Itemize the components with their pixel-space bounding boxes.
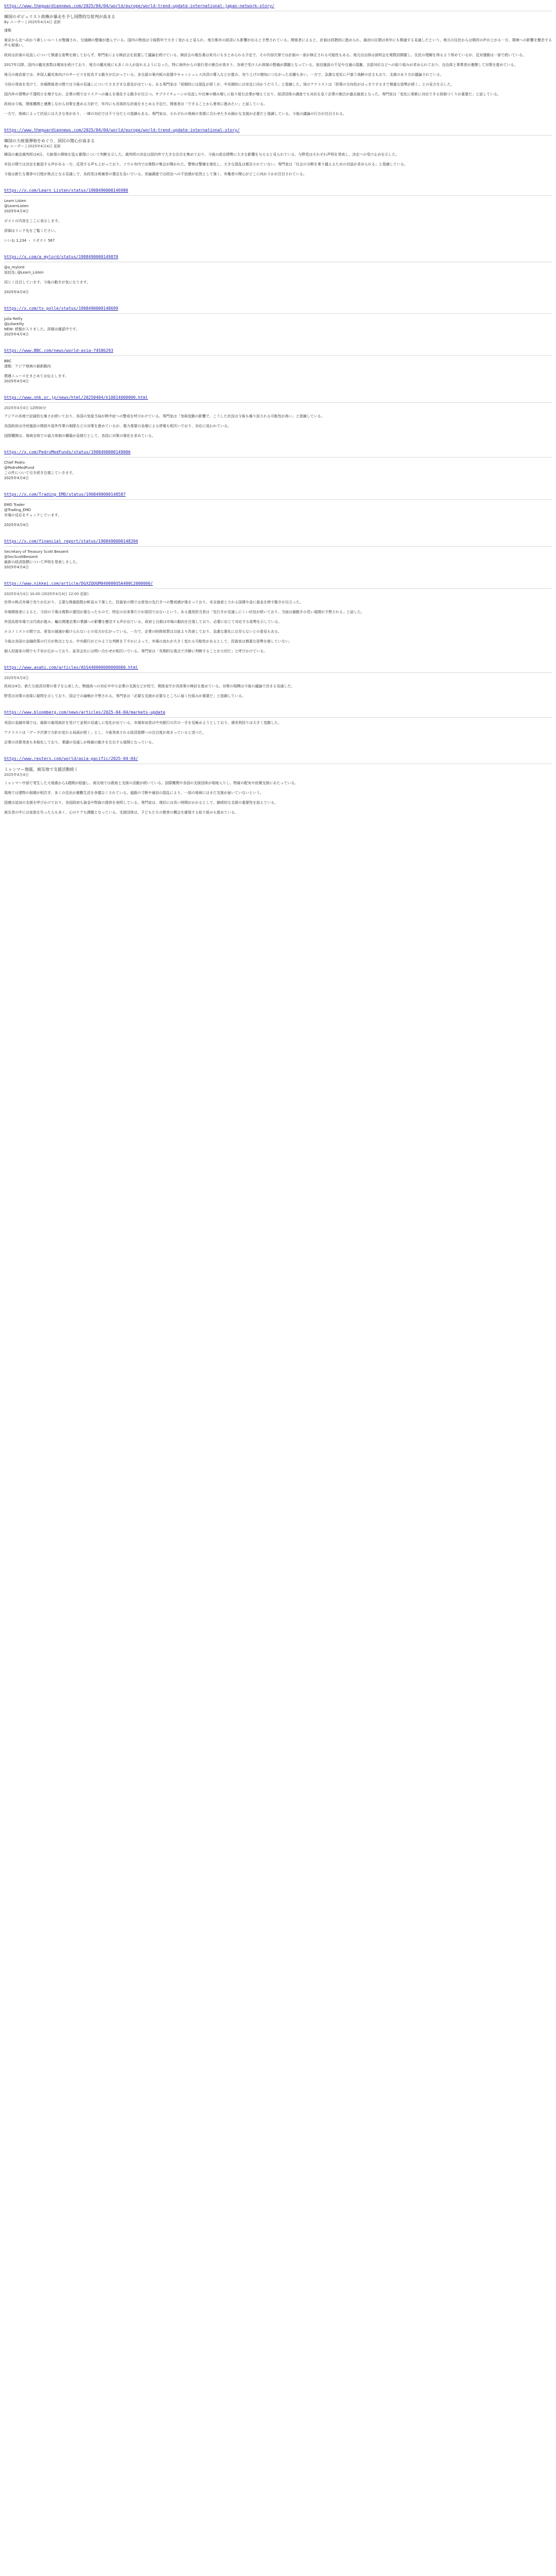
text-line bbox=[4, 214, 552, 218]
paragraph: 個人投資家の間でも不安が広がっており、証券会社には問い合わせが相次いでいる。専門家は「長期的な視点で冷静に判断することが大切だ」と呼びかけている。 bbox=[4, 649, 267, 653]
source-link[interactable]: https://www.BBC.com/news/world-asia-74586293 bbox=[4, 348, 113, 353]
text-line: NEW: 続報が入りました。詳細は確認中です。 bbox=[4, 327, 80, 331]
spacer bbox=[4, 820, 552, 826]
text-line: 2025年4月4日 bbox=[4, 565, 29, 569]
text-line: 関連ニュースをまとめてお伝えします。 bbox=[4, 374, 69, 378]
paragraph: 被災者の中には家族を失った人も多く、心のケアも課題となっている。支援団体は、子どもたちの教育の機会を確保する取り組みも進めている。 bbox=[4, 810, 238, 815]
paragraph: 企業の決算発表も本格化しており、業績の見通しが株価の動きを左右する展開となっている。 bbox=[4, 740, 155, 744]
spacer bbox=[4, 574, 552, 581]
spacer bbox=[4, 295, 552, 299]
source-link[interactable]: https://www.theguardiannews.com/2025/04/04/world/europe/world-trend-update-international-japan-network-story/ bbox=[4, 4, 274, 8]
source-link[interactable]: https://x.com/PedroMedFunds/status/1908490000149006 bbox=[4, 450, 131, 454]
paragraph: 地元の商店街では、外国人観光客向けのサービスを拡充する動きが広がっている。多言語の案内板の設置やキャッシュレス決済の導入などが進み、売り上げの増加につながった店舗も多い。一方で、急激な変化に戸惑う高齢の店主もおり、支援のあり方が議論されている。 bbox=[4, 73, 444, 77]
source-link[interactable]: https://www.reuters.com/world/asia-pacific/2025-04-04/ bbox=[4, 756, 138, 761]
text-line: 返信先: @Learn_Listen bbox=[4, 270, 44, 275]
paragraph: 野党は対策の効果に疑問を示しており、国会での論戦が予想される。専門家は「必要な支援が必要なところに届く仕組みが重要だ」と指摘している。 bbox=[4, 694, 246, 698]
paragraph: エコノミストの間では、景気の減速が避けられないとの見方が広がっている。一方で、企業の財務体質は以前より改善しており、急激な悪化には至らないとの意見もある。 bbox=[4, 630, 282, 634]
text-line: Secretary of Treasury Scott Bessent bbox=[4, 550, 68, 554]
divider bbox=[4, 355, 552, 356]
spacer bbox=[4, 243, 552, 248]
spacer bbox=[4, 658, 552, 665]
text-line: BBC bbox=[4, 359, 12, 363]
text-line: 2025年4月4日 bbox=[4, 379, 29, 383]
article-title: 韓国のポピュリスト政権が暴走を予し国際的な批判が高まる bbox=[4, 14, 115, 19]
spacer bbox=[4, 481, 552, 485]
divider bbox=[4, 402, 552, 403]
document-entry bbox=[4, 348, 552, 395]
spacer bbox=[4, 248, 552, 254]
spacer bbox=[4, 570, 552, 574]
source-link[interactable]: https://x.com/Trading_EMD/status/1908490000148587 bbox=[4, 492, 126, 497]
source-link[interactable]: https://www.theguardiannews.com/2025/04/04/world/europe/world-trend-update-international-story/ bbox=[4, 128, 240, 132]
text-line: @Trading_EMD bbox=[4, 508, 31, 512]
spacer bbox=[4, 299, 552, 306]
spacer bbox=[4, 181, 552, 188]
source-link[interactable]: https://x.com/financial_report/status/1908490000148394 bbox=[4, 539, 138, 544]
document-entry bbox=[4, 188, 552, 254]
text-line bbox=[4, 275, 552, 280]
text-line: 同じく注目しています。今後の動きが気になります。 bbox=[4, 280, 90, 284]
article-meta: By ユーザー | 2025年4月4日 更新 bbox=[4, 144, 61, 148]
spacer bbox=[4, 384, 552, 388]
spacer bbox=[4, 703, 552, 709]
divider bbox=[4, 499, 552, 500]
text-line: ポストの内容をここに表示します。 bbox=[4, 219, 62, 223]
text-line: 最新の経済指標について声明を発表しました。 bbox=[4, 560, 80, 564]
spacer bbox=[4, 443, 552, 449]
article-meta: 2025年4月4日 bbox=[4, 773, 29, 777]
document-entry bbox=[4, 254, 552, 306]
source-link[interactable]: https://www.nhk.or.jp/news/html/20250404/k10014000000.html bbox=[4, 395, 148, 400]
paragraph: ミャンマー中部で発生した大地震から1週間が経過し、被災地では救助と支援の活動が続いている。国際機関や各国の支援団体が現地入りし、物資の配布や医療支援にあたっている。 bbox=[4, 781, 299, 785]
spacer bbox=[4, 388, 552, 395]
paragraph: 韓国の憲法裁判所は4日、大統領の弾劾を巡る審理について判断を示した。裁判所の決定は国内外で大きな注目を集めており、今後の政治情勢に大きな影響を与えると見られている。与野党はそれぞれ声明を発表し、決定への受け止めを示した。 bbox=[4, 152, 399, 157]
article-title: ミャンマー地震、被災地で支援活動続く bbox=[4, 767, 78, 772]
text-line bbox=[4, 369, 552, 374]
text-line: EMD Trader bbox=[4, 503, 25, 507]
paragraph: 市民の間では決定を歓迎する声がある一方、反発する声も上がっており、ソウル市内では複数の集会が開かれた。警察は警備を強化し、大きな混乱は報告されていない。専門家は「社会の分断を乗り越えるための対話が求められる」と指摘している。 bbox=[4, 162, 408, 166]
text-line: この件について引き続き注視していきます。 bbox=[4, 471, 76, 475]
source-link[interactable]: https://x.com/a_mylord/status/1908490000149870 bbox=[4, 255, 118, 259]
text-line: 2025年4月4日 bbox=[4, 209, 29, 213]
text-line: Learn Listen bbox=[4, 199, 26, 203]
source-link[interactable]: https://www.asahi.com/articles/ASS440000000000000.html bbox=[4, 665, 138, 670]
text-line: Chief Pedro bbox=[4, 461, 25, 465]
spacer bbox=[4, 342, 552, 348]
text-line bbox=[4, 518, 552, 522]
divider bbox=[4, 313, 552, 314]
source-link[interactable]: https://www.nikkei.com/article/DGXZQOGM040000U5A400C2000000/ bbox=[4, 581, 153, 586]
document-page bbox=[0, 0, 556, 826]
source-link[interactable]: https://x.com/Learn_Listen/status/1908490000146980 bbox=[4, 188, 128, 193]
paragraph: 今回の発表を受けて、市場関係者の間では今後の見通しについてさまざまな意見が出ている。ある専門家は「短期的には混乱が続くが、中長期的には安定に向かうだろう」と指摘した。別のアナリストは「政策の方向性がはっきりするまで慎重な姿勢が続く」との見方を示した。 bbox=[4, 82, 455, 87]
paragraph: 東京から北へ向かう新しいルートが整備され、交通網の整備が進んでいる。国内の物流は今後数年で大きく変わると見られ、地方都市の経済にも影響が出ると予想されている。関係者によると、計画は段階的に進められ、最初の区間は来年にも開通する見通しだという。地元の住民からは期待の声が上がる一方、環境への影響を懸念する声も根強い。 bbox=[4, 38, 552, 47]
document-entry bbox=[4, 492, 552, 538]
text-line: @a_mylord bbox=[4, 265, 25, 269]
text-line: 速報：アジア地域の最新動向 bbox=[4, 364, 51, 368]
document-entry bbox=[4, 449, 552, 492]
paragraph: アジアの各地で記録的な暑さが続いており、各国の気象当局が熱中症への警戒を呼びかけている。専門家は「気候変動の影響で、こうした状況は今後も繰り返される可能性が高い」と指摘している。 bbox=[4, 414, 325, 418]
paragraph: 世界の株式市場で売りが広がり、主要な株価指数が軒並み下落した。投資家の間では景気の先行きへの警戒感が強まっており、安全資産とされる国債や金に資金を移す動きが目立った。 bbox=[4, 600, 303, 604]
text-line: Julia Reilly bbox=[4, 317, 23, 321]
paragraph: 政府は計画の見直しについて慎重な姿勢を崩しておらず、専門家による検討会を設置して議論を続けている。検討会の報告書は来月にもまとめられる予定で、その内容次第では計画の一部が修正される可能性もある。地元自治体は説明会を複数回開催し、住民の理解を得るよう努めているが、反対運動は一部で続いている。 bbox=[4, 53, 527, 57]
spacer bbox=[4, 485, 552, 492]
article-meta: 2025年4月4日 10:00 (2025年4月4日 12:00 更新) bbox=[4, 592, 89, 596]
divider bbox=[4, 195, 552, 196]
article-meta: 2025年4月4日 12時00分 bbox=[4, 406, 46, 410]
paragraph: 国際機関は、地域全体での協力体制の構築が急務だとして、各国に対策の強化を求めている。 bbox=[4, 434, 155, 438]
document-entry bbox=[4, 665, 552, 709]
text-line: @LearnListen bbox=[4, 204, 29, 208]
document-entry bbox=[4, 756, 552, 826]
paragraph: 2017年以降、国内の観光客数は増加を続けており、地方の観光地にも多くの人が訪れるようになった。特に海外からの旅行者の割合が高まり、各地で受け入れ体制の整備が課題となっている。宿泊施設の不足や交通の混雑、言語対応などへの取り組みが求められており、自治体と事業者が連携して対策を進めている。 bbox=[4, 63, 518, 67]
text-line: 速報 bbox=[4, 28, 11, 32]
text-line: @PedroMedFund bbox=[4, 466, 34, 470]
article-meta: 2025年4月4日 bbox=[4, 676, 29, 680]
text-line: 2025年4月4日 bbox=[4, 523, 29, 527]
paragraph: 今後は各国の金融政策の行方が焦点となる。中央銀行がどのような判断を下すかによって、市場の流れが大きく変わる可能性があるとして、投資家は慎重な姿勢を崩していない。 bbox=[4, 639, 292, 643]
divider bbox=[4, 672, 552, 673]
paragraph: 政府は今後、関係機関と連携しながら対策を進める方針で、年内にも具体的な計画をまとめる予定だ。関係者は「できることから着実に進めたい」と話している。 bbox=[4, 102, 267, 106]
spacer bbox=[4, 33, 552, 38]
document-entry bbox=[4, 3, 552, 127]
text-line: 2025年4月4日 bbox=[4, 290, 29, 294]
spacer bbox=[4, 528, 552, 532]
text-line: @juliareilly bbox=[4, 322, 24, 326]
paragraph: 国連は追加の支援を呼びかけており、各国政府も資金や物資の提供を表明している。専門家は、復旧には長い時間がかかるとして、継続的な支援の重要性を訴えている。 bbox=[4, 801, 278, 805]
divider bbox=[4, 717, 552, 718]
paragraph: 市場関係者によると、今回の下落は複数の要因が重なったもので、特定の出来事だけが原因ではないという。ある運用担当者は「先行きが見通しにくい状況が続いており、当面は値動きの荒い展開が予想される」と話した。 bbox=[4, 610, 364, 614]
article-meta: By ユーザー | 2025年4月4日 更新 bbox=[4, 20, 61, 24]
text-line: 市場の反応をチェックしています。 bbox=[4, 513, 62, 517]
article-title: 韓国の大統領弾劾をめぐり、国民の関心が高まる bbox=[4, 139, 95, 143]
text-line: 詳細はリンク先をご覧ください。 bbox=[4, 229, 58, 233]
source-link[interactable]: https://x.com/tv_polle/status/1908490000148699 bbox=[4, 306, 118, 311]
divider bbox=[4, 546, 552, 547]
text-line bbox=[4, 285, 552, 290]
spacer bbox=[4, 337, 552, 342]
text-line: 2025年4月4日 bbox=[4, 332, 29, 336]
divider bbox=[4, 588, 552, 589]
paragraph: 各国政府は冷房施設の開放や屋外作業の制限などの対策を進めているが、電力需要の急増による停電も相次いでおり、対応に追われている。 bbox=[4, 424, 231, 428]
text-line: @SecScottBessent bbox=[4, 555, 38, 559]
paragraph: 外国為替市場では円高が進み、輸出関連企業の業績への影響を懸念する声が出ている。政府と日銀は市場の動向を注視しており、必要に応じて対応する姿勢を示している。 bbox=[4, 620, 282, 624]
paragraph: 一方で、地域によって状況には大きな差があり、一律の対応では不十分だとの指摘もある。専門家は、それぞれの地域の実情に合わせたきめ細かな支援が必要だと強調している。今後の議論の行方が注目される。 bbox=[4, 112, 346, 116]
paragraph: 米国の金融市場では、最新の雇用統計を受けて金利の見通しに変化が出ている。市場参加者は中央銀行の次の一手を見極めようとしており、債券利回りは大きく変動した。 bbox=[4, 721, 282, 725]
document-entry bbox=[4, 395, 552, 449]
source-link[interactable]: https://www.bloomberg.com/news/articles/2025-04-04/markets-update bbox=[4, 710, 166, 715]
text-line: 2025年4月4日 bbox=[4, 476, 29, 480]
document-entry bbox=[4, 306, 552, 348]
paragraph: アナリストは「データ次第で方針が変わる局面が続く」とし、今後発表される経済指標への注目度が高まっていると述べた。 bbox=[4, 731, 206, 735]
document-entry bbox=[4, 709, 552, 756]
paragraph: 今後は新たな選挙の日程が焦点となる見通しで、各政党は候補者の選定を急いでいる。世論調査では政治への不信感が依然として強く、有権者の関心がどこに向かうかが注目されている。 bbox=[4, 172, 307, 176]
spacer bbox=[4, 750, 552, 756]
text-line: いいね 1,234 ・ リポスト 567 bbox=[4, 239, 55, 243]
text-line bbox=[4, 233, 552, 238]
document-entry bbox=[4, 538, 552, 581]
text-line bbox=[4, 224, 552, 228]
paragraph: 現地では建物の倒壊が相次ぎ、多くの住民が避難生活を余儀なくされている。道路の寸断や通信の混乱により、一部の地域にはまだ支援が届いていないという。 bbox=[4, 791, 264, 795]
document-entry bbox=[4, 127, 552, 188]
document-entry bbox=[4, 581, 552, 665]
paragraph: 国内外の情勢が不透明さを増すなか、企業の間ではリスクへの備えを強化する動きが目立つ。サプライチェーンの見直しや在庫の積み増しに取り組む企業が増えており、経済団体の調査でも対応を急ぐ企業の割合が過去最高となった。専門家は「変化に柔軟に対応できる体制づくりが重要だ」と話している。 bbox=[4, 92, 501, 96]
spacer bbox=[4, 532, 552, 538]
spacer bbox=[4, 121, 552, 127]
paragraph: 政府は4日、新たな経済対策の骨子を公表した。物価高への対応や中小企業の支援などが柱で、関係省庁が具体策の検討を進めている。対策の規模は今後の議論で決まる見通しだ。 bbox=[4, 684, 295, 688]
